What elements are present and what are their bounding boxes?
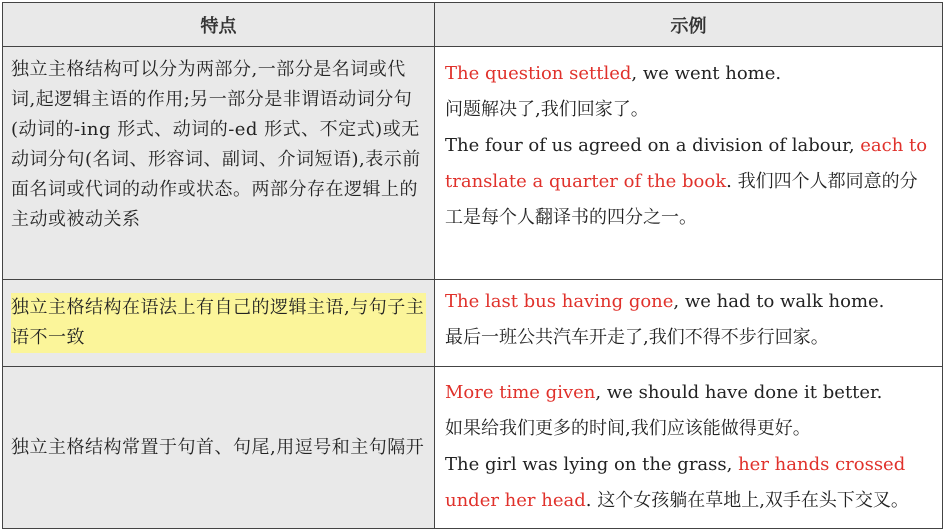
row1-example2-rest: . 我们四个人都同意的分工是每个人翻译书的四分之一。 — [445, 171, 918, 228]
row2-feature-cell — [3, 280, 435, 367]
header-example — [435, 3, 942, 47]
row1-example2 — [445, 128, 934, 236]
row3-example2-absolute: her hands crossed under her head — [445, 454, 906, 511]
grammar-table — [2, 2, 943, 529]
row1-example2-pre: The four of us agreed on a division of labour, — [445, 135, 861, 156]
row2-feature-text: 独立主格结构在语法上有自己的逻辑主语,与句子主语不一致 — [11, 293, 426, 353]
row2-example1-rest: , we had to walk home. — [673, 291, 885, 312]
header-feature — [3, 3, 435, 47]
row3-example1-absolute: More time given — [445, 382, 596, 403]
row3-feature-cell — [3, 367, 435, 528]
row1-example1 — [445, 56, 934, 92]
row1-example-cell — [435, 47, 942, 280]
row3-feature-text: 独立主格结构常置于句首、句尾,用逗号和主句隔开 — [11, 436, 425, 458]
row2-example1-translation: 最后一班公共汽车开走了,我们不得不步行回家。 — [445, 327, 829, 348]
header-example-label: 示例 — [670, 15, 707, 37]
row1-example1-rest: , we went home. — [631, 63, 782, 84]
row1-example1-translation: 问题解决了,我们回家了。 — [445, 99, 649, 120]
row3-example1-translation: 如果给我们更多的时间,我们应该能做得更好。 — [445, 418, 811, 439]
row1-example1-absolute: The question settled — [445, 63, 632, 84]
row3-example-cell — [435, 367, 942, 528]
row2-example1-absolute: The last bus having gone — [445, 291, 674, 312]
row3-example2-rest: . 这个女孩躺在草地上,双手在头下交叉。 — [585, 490, 909, 511]
row1-feature-text: 独立主格结构可以分为两部分,一部分是名词或代词,起逻辑主语的作用;另一部分是非谓语动词分句(动词的-ing 形式、动词的-ed 形式、不定式)或无动词分句(名词、形容词、副词、介词短语),表示前面名词或代词的动作或状态。两部分存在逻辑上的主动或被动关系 — [11, 59, 421, 230]
header-feature-label: 特点 — [200, 15, 237, 37]
row1-feature-cell — [3, 47, 435, 280]
row2-example-cell — [435, 280, 942, 367]
row2-example1 — [445, 284, 934, 320]
row3-example1 — [445, 375, 934, 411]
row3-example1-rest: , we should have done it better. — [595, 382, 883, 403]
row3-example2-pre: The girl was lying on the grass, — [445, 454, 739, 475]
row1-example2-absolute: each to translate a quarter of the book — [445, 135, 928, 192]
row3-example2 — [445, 447, 934, 519]
